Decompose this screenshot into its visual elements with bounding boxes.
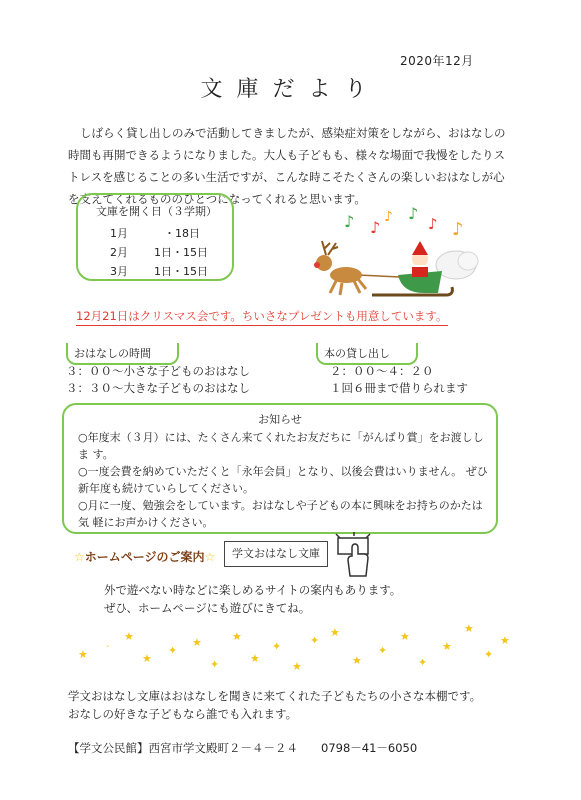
open-days-dates: 1日・15日 bbox=[154, 265, 208, 278]
notice-title: お知らせ bbox=[258, 413, 302, 426]
svg-text:★: ★ bbox=[442, 640, 452, 653]
svg-text:★: ★ bbox=[192, 636, 202, 649]
svg-text:★: ★ bbox=[292, 660, 302, 673]
open-days-month: 1月 bbox=[110, 227, 128, 240]
open-days-row bbox=[110, 225, 232, 244]
homepage-text-line: 外で遊べない時などに楽しめるサイトの案内もあります。 bbox=[104, 583, 402, 597]
svg-text:★: ★ bbox=[78, 648, 88, 661]
homepage-label bbox=[74, 548, 215, 565]
star-icon: ☆ bbox=[74, 550, 85, 564]
intro-line: しばらく貸し出しのみで活動してきましたが、感染症対策をしながら、おはなしの bbox=[80, 126, 506, 140]
open-days-box bbox=[76, 193, 234, 281]
issue-date: 2020年12月 bbox=[400, 54, 474, 68]
svg-text:♪: ♪ bbox=[384, 209, 393, 225]
svg-text:★: ★ bbox=[400, 630, 410, 643]
lending-heading: 本の貸し出し bbox=[316, 343, 418, 365]
svg-text:♪: ♪ bbox=[408, 205, 419, 223]
contact-info: 【学文公民館】西宮市学文殿町２－４－２４ 0798－41－6050 bbox=[68, 741, 418, 755]
svg-text:✦: ✦ bbox=[484, 648, 494, 661]
story-time-heading: おはなしの時間 bbox=[66, 343, 179, 365]
decorative-stars bbox=[60, 610, 520, 680]
page-title: 文庫だより bbox=[200, 77, 381, 102]
svg-text:♪: ♪ bbox=[428, 215, 438, 233]
christmas-notice: 12月21日はクリスマス会です。ちいさなプレゼントも用意しています。 bbox=[76, 308, 448, 326]
notice-item: ○年度末（３月）には、たくさん来てくれたお友だちに「がんばり賞」をお渡ししま す。 bbox=[78, 431, 484, 461]
intro-line: 時間も再開できるようになりました。大人も子どもも、様々な場面で我慢をしたりス bbox=[68, 148, 505, 162]
svg-text:★: ★ bbox=[330, 626, 340, 639]
svg-text:★: ★ bbox=[464, 622, 474, 635]
story-time-line: ３：３０～大きな子どものおはなし bbox=[66, 381, 250, 395]
svg-text:♪: ♪ bbox=[344, 212, 355, 231]
open-days-month: 2月 bbox=[110, 246, 128, 259]
open-days-heading: 文庫を開く日（３学期） bbox=[96, 205, 217, 218]
notice-item: ○月に一度、勉強会をしています。おはなしや子どもの本に興味をお持ちのかたは気 軽にお声かけください。 bbox=[78, 499, 483, 529]
svg-text:✦: ✦ bbox=[210, 658, 220, 671]
svg-text:✦: ✦ bbox=[378, 644, 388, 657]
santa-sleigh-illustration bbox=[300, 205, 482, 305]
svg-text:★: ★ bbox=[124, 630, 134, 643]
svg-text:✦: ✦ bbox=[418, 656, 428, 669]
open-days-dates: ・18日 bbox=[164, 227, 200, 240]
svg-text:★: ★ bbox=[232, 630, 242, 643]
svg-text:★: ★ bbox=[250, 652, 260, 665]
open-days-month: 3月 bbox=[110, 265, 128, 278]
svg-text:·: · bbox=[106, 640, 110, 653]
lending-line: １回６冊まで借りられます bbox=[330, 381, 468, 395]
svg-text:✦: ✦ bbox=[310, 634, 320, 647]
lending-line: ２：００～４：２０ bbox=[330, 364, 434, 378]
svg-text:★: ★ bbox=[500, 634, 510, 647]
intro-line: を支えてくれるもののひとつになってくれると思います。 bbox=[68, 192, 366, 206]
music-notes-icon bbox=[344, 205, 464, 240]
homepage-text-line: ぜひ、ホームページにも遊びにきてね。 bbox=[104, 601, 311, 615]
svg-text:✦: ✦ bbox=[168, 644, 178, 657]
story-time-line: ３：００～小さな子どものおはなし bbox=[66, 364, 250, 378]
intro-line: トレスを感じることの多い生活ですが、こんな時こそたくさんの楽しいおはなしが心 bbox=[68, 170, 505, 184]
open-days-dates: 1日・15日 bbox=[154, 246, 208, 259]
footer-line: おなしの好きな子どもなら誰でも入れます。 bbox=[68, 707, 298, 721]
notice-item: ○一度会費を納めていただくと「永年会員」となり、以後会費はいりません。 ぜひ新年度も続けていらしてください。 bbox=[78, 465, 488, 495]
open-days-row bbox=[110, 244, 232, 263]
svg-text:★: ★ bbox=[352, 654, 362, 667]
svg-text:♪: ♪ bbox=[370, 218, 381, 237]
star-icon: ☆ bbox=[204, 550, 216, 564]
homepage-link-button[interactable]: 学文おはなし文庫 bbox=[224, 541, 328, 567]
open-days-row bbox=[110, 263, 232, 282]
svg-text:★: ★ bbox=[142, 652, 152, 665]
click-hand-icon bbox=[334, 532, 378, 578]
homepage-label-text: ホームページのご案内 bbox=[84, 550, 205, 564]
notice-box bbox=[62, 403, 498, 534]
svg-text:♪: ♪ bbox=[452, 219, 464, 240]
svg-text:✦: ✦ bbox=[272, 640, 282, 653]
footer-line: 学文おはなし文庫はおはなしを聞きに来てくれた子どもたちの小さな本棚です。 bbox=[68, 689, 482, 703]
